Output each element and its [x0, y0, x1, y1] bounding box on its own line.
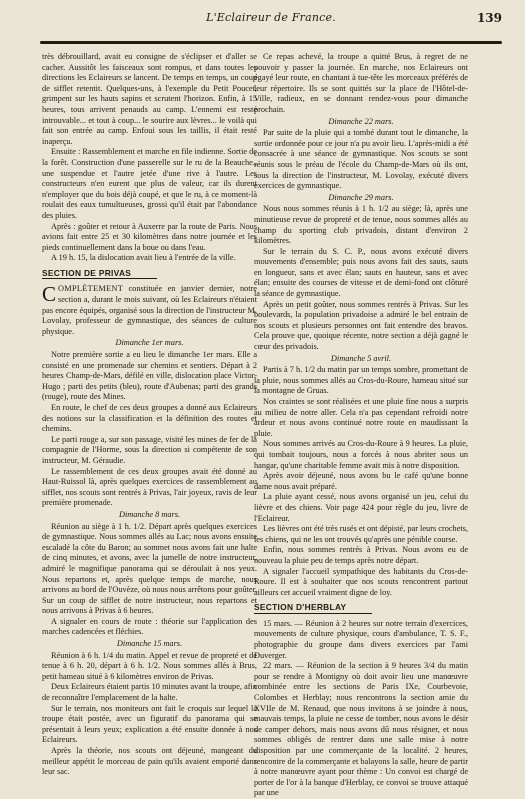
- paragraph: Le rassemblement de ces deux groupes avait été donné au Haut-Ruissol là, après quelques exercices de rassemblement au sifflet, nos scouts sont rentrés à Privas, l'air joyeux, ravis de leur première promenade.: [42, 466, 257, 508]
- paragraph: Réunion à 6 h. 1/4 du matin. Appel et revue de propreté et de tenue à 6 h. 20, départ à 6 h. 1/2. Nous sommes allés à Brus, petit hameau situé à 6 kilomètres environ de Privas.: [42, 650, 257, 681]
- paragraph: Sur le terrain, nos moniteurs ont fait le croquis sur lequel la troupe était postée, avec un figuratif du panorama qui se présentait à leurs yeux; explication a été ensuite donnée à nos Eclaireurs.: [42, 703, 257, 745]
- dateline: Dimanche 15 mars.: [116, 639, 183, 649]
- paragraph: A signaler l'accueil sympathique des habitants du Cros-de-Roure. Il est à souhaiter que nos scouts rencontrent partout ailleurs cet accueil vraiment digne de loy.: [254, 566, 468, 597]
- header-rule: [40, 41, 502, 44]
- paragraph: Nous sommes arrivés au Cros-du-Roure à 9 heures. La pluie, qui tombait toujours, nous a forcés à nous abriter sous un hangar, qu'une charitable femme avait mis à notre disposition.: [254, 439, 468, 470]
- paragraph: Ensuite : Rassemblement et marche en file indienne. Sortie de la forêt. Construction d'une passerelle sur le ru de la Beauche., une suspendue et l'autre jetée d'une rive à l'autre. Les constructeurs n'en eurent que plus de valeur, car ils durent n'employer que du bois déjà coupé, et que le ru, à ce moment-là roulait des eaux tumultueuses, grossi qu'il était par l'abondance des pluies.: [42, 147, 257, 220]
- right-column: [254, 52, 468, 799]
- paragraph: A 19 h. 15, la dislocation avait lieu à l'entrée de la ville.: [51, 253, 236, 263]
- paragraph: Nous nous sommes réunis à 1 h. 1/2 au siège; là, après une minutieuse revue de propreté et de tenue, nous sommes allés au champ du sporting club privadois, distant d'environ 2 kilomètres.: [254, 204, 468, 246]
- paragraph: Ce repas achevé, la troupe a quitté Brus, à regret de ne pouvoir y passer la journée. En marche, nos Eclaireurs ont égayé leur route, en chantant à tue-tête les morceaux préférés de leur répertoire. Ils se sont quittés sur la place de l'Hôtel-de-Ville, radieux, en se donnant rendez-vous pour dimanche prochain.: [254, 52, 468, 114]
- paragraph: Partis à 7 h. 1/2 du matin par un temps sombre, promettant de la pluie, nous sommes allés au Cros-du-Roure, hameau situé sur la montagne de Gruas.: [254, 365, 468, 396]
- paragraph: Les lièvres ont été très rusés et ont dépisté, par leurs crochets, les chiens, qui ne les ont trouvés qu'après une pénible course.: [254, 524, 468, 544]
- running-title: L'Eclaireur de France.: [206, 11, 336, 24]
- section-opening-paragraph: [42, 284, 257, 337]
- paragraph: Après avoir déjeuné, nous avons bu le café qu'une bonne dame nous avait préparé.: [254, 471, 468, 491]
- section-heading-privas: SECTION DE PRIVAS: [42, 268, 157, 280]
- drop-cap: C: [42, 282, 57, 307]
- dateline: Dimanche 5 avril.: [330, 353, 392, 363]
- page-header: [40, 5, 502, 47]
- paragraph: Notre première sortie a eu lieu le dimanche 1er mars. Elle a consisté en une promenade sur chemins et sentiers. Départ à 2 heures Champ-de-Mars, défilé en ville, dislocation place Victor-Hugo ; parti des petits (bleu), route d'Aubenas; parti des grands (rouge), route des Mines.: [42, 350, 257, 402]
- section-heading-herblay: SECTION D'HERBLAY: [254, 602, 372, 614]
- paragraph: La pluie ayant cessé, nous avons organisé un jeu, celui du lièvre et des chiens. Voir page 424 pour règle du jeu, livre de l'Eclaireur.: [254, 492, 468, 523]
- paragraph: Par suite de la pluie qui a tombé durant tout le dimanche, la sortie ordonnée pour ce jour n'a pu avoir lieu. L'après-midi a été consacrée à une séance de gymnastique. Nos scouts se sont réunis sous le préau de l'école du Champ-de-Mars où ils ont, sous la direction de l'instructeur, M. Lovolay, exécuté divers exercices de gymnastique.: [254, 128, 468, 191]
- dateline: Dimanche 29 mars.: [328, 192, 394, 202]
- paragraph: Deux Eclaireurs étaient partis 10 minutes avant la troupe, afin de reconnaître l'emplacement de la halte.: [42, 682, 257, 703]
- paragraph: Sur le terrain du S. C. P., nous avons exécuté divers mouvements d'ensemble; puis nous avons fait des sauts, sauts en longueur, sans et avec élan; sauts en hauteur, sans et avec élan; ensuite des courses de vitesse et de demi-fond ont clôturé la séance de gymnastique.: [254, 246, 468, 299]
- paragraph: Après la théorie, nos scouts ont déjeuné, mangeant du meilleur appétit le morceau de pain qu'ils avaient emporté dans leur sac.: [42, 746, 257, 777]
- dateline: Dimanche 1er mars.: [115, 338, 184, 348]
- paragraph: 15 mars. — Réunion à 2 heures sur notre terrain d'exercices, mouvements de culture physique, cours d'ambulance, T. S. F., photographie du groupe dans divers exercices par l'ami Duverger.: [254, 618, 468, 660]
- paragraph: En route, le chef de ces deux groupes a donné aux Eclaireurs des notions sur la classification et la définition des routes et chemins.: [42, 403, 257, 434]
- paragraph: Après : goûter et retour à Auxerre par la route de Paris. Nous avions fait entre 25 et 30 kilomètres dans notre journée et les pieds continuellement dans la boue ou dans l'eau.: [42, 221, 257, 252]
- left-column: [42, 52, 257, 778]
- dateline: Dimanche 8 mars.: [118, 509, 181, 519]
- opening-text: constituée en janvier dernier, notre section a, durant le mois suivant, où les Eclaireurs n'étaient pas encore équipés, organisé sous la direction de l'instructeur M. Lovolay, professeur de gymnastique, des séances de culture physique.: [42, 284, 257, 336]
- paragraph: A signaler en cours de route : théorie sur l'application des marches cadencées et fléchies.: [42, 616, 257, 637]
- paragraph: Après un petit goûter, nous sommes rentrés à Privas. Sur les boulevards, la population privadoise a admiré le bel entrain de nos scouts et plusieurs personnes ont fait entendre des bravos. Cela prouve que, quoique récente, notre section a déjà gagné le cœur des privadois.: [254, 299, 468, 352]
- paragraph: Réunion au siège à 1 h. 1/2. Départ après quelques exercices de gymnastique. Nous sommes allés au Lac; nous avons ensuite escaladé la côte du Baron; au sommet nous avons fait une halte de cinq minutes, et avons, avec la jumelle de notre instructeur, admiré le magnifique panorama qui se déroulait à nos yeux. Nous repartons et, après quelque temps de marche, nous arrivons au bord de l'Ouvèze, où nous nous arrêtons pour goûter. Sur un coup de sifflet de notre instructeur, nous repartons et nous arrivons à Privas à 6 heures.: [42, 521, 257, 616]
- dateline: Dimanche 22 mars.: [328, 116, 394, 126]
- paragraph: 22 mars. — Réunion de la section à 9 heures 3/4 du matin pour se rendre à Montigny où doit avoir lieu une manœuvre combinée entre les sections de Paris IXe, Courbevoie, Colombes et Herblay; nous rencontrons la section amie du XVIIe de M. Renaud, que nous invitons à se joindre à nous, mauvais temps, la pluie ne cesse de tomber, nous avons le désir de camper dehors, mais nous avons dû nous résigner, et nous sommes obligés de rentrer dans une salle mise à notre disposition par une commerçante de la localité. 2 heures, rencontre de la commerçante et balayons la salle, heure de partir à notre manœuvre ayant pour thème : Un convoi est chargé de porter de l'or à la banque d'Herblay, ce convoi se trouve attaqué par une: [254, 661, 468, 798]
- paragraph: très débrouillard, avait eu consigne de s'éclipser et d'aller se cacher. Aussitôt les faisceaux sont rompus, et dans toutes les directions les Eclaireurs se lancent. De temps en temps, un coup de sifflet retentit. Quelques-uns, à l'exemple du Petit Poucet, grimpent sur les hauts sapins et scrutent l'horizon. Enfin, à 15 heures, tous arrivent penauds au camp. L'ennemi est resté introuvable... et tout à coup... le sourire aux lèvres... le voilà qui fait son entrée au camp. Enfoui sous les taillis, il était resté inaperçu.: [42, 52, 257, 146]
- page-number: 139: [476, 11, 502, 25]
- small-caps-word: OMPLÈTEMENT: [58, 284, 124, 294]
- paragraph: Enfin, nous sommes rentrés à Privas. Nous avons eu de nouveau la pluie peu de temps après notre départ.: [254, 545, 468, 565]
- paragraph: Nos craintes se sont réalisées et une pluie fine nous a surpris au milieu de notre aller. Cela n'a pas cependant refroidi notre ardeur et nous avons continué notre route en maudissant la pluie.: [254, 397, 468, 438]
- paragraph: Le parti rouge a, sur son passage, visité les mines de fer de la compagnie de l'Horme, sous la direction si compétente de son instructeur, M. Géraudie.: [42, 434, 257, 465]
